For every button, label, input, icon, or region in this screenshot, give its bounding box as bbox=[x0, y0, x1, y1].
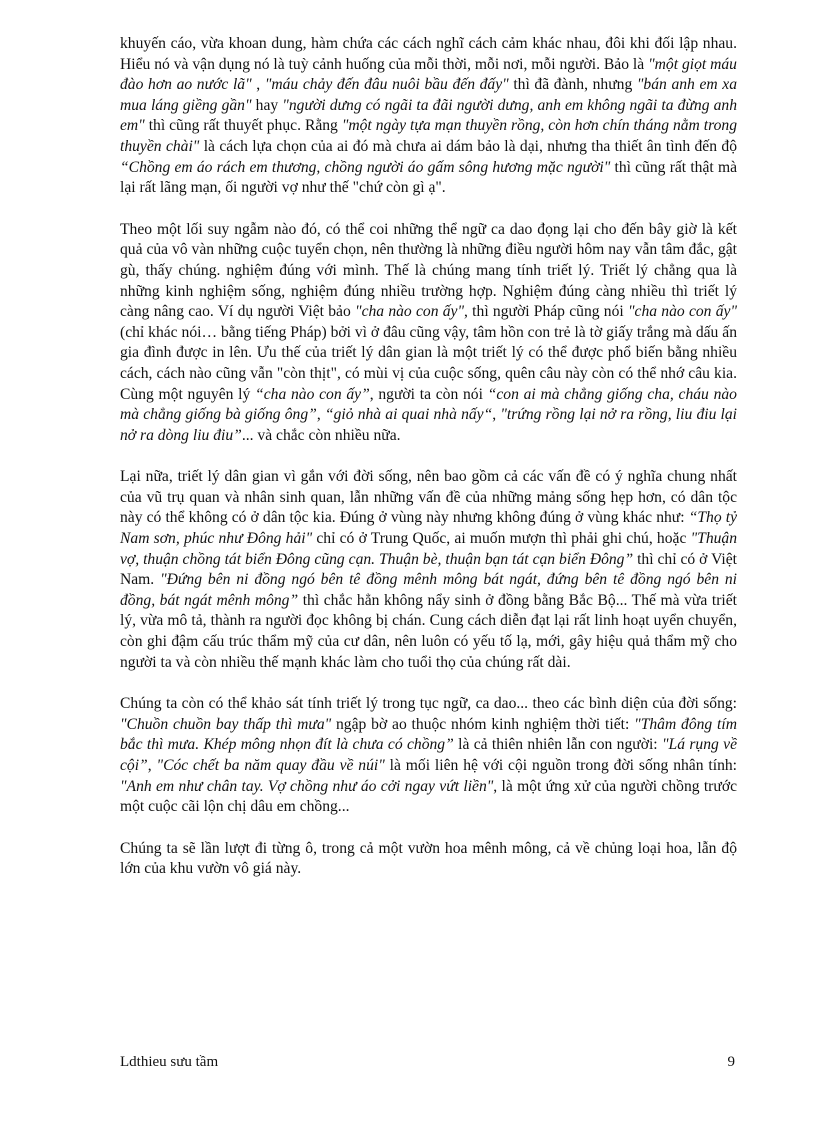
page-number: 9 bbox=[727, 1054, 735, 1070]
quoted-proverb: “Chồng em áo rách em thương, chồng người áo gấm sông hương mặc người" bbox=[120, 158, 611, 176]
quoted-proverb: “giỏ nhà ai quai nhà nấy“ bbox=[324, 406, 493, 424]
text-run: , bbox=[316, 406, 325, 424]
paragraph bbox=[120, 694, 737, 818]
quoted-proverb: "người dưng có ngãi ta đãi người dưng, anh em không ngãi ta đừng anh em" bbox=[120, 96, 738, 135]
quoted-proverb: "Cóc chết ba năm quay đầu về núi" bbox=[156, 757, 385, 774]
paragraph bbox=[120, 220, 737, 447]
quoted-proverb: “Thọ tỷ Nam sơn, phúc như Đông hải" bbox=[120, 509, 738, 548]
quoted-proverb: “cha nào con ấy” bbox=[255, 385, 370, 403]
quoted-proverb: "cha nào con ấy" bbox=[627, 303, 737, 321]
document-body bbox=[120, 34, 737, 901]
text-run: , bbox=[147, 757, 157, 774]
text-run: (chỉ khác nói… bằng tiếng Pháp) bởi vì ở đâu cũng vậy, tâm hồn con trẻ là tờ giấy trắng mà dấu ấn gia đình được in lên. Ưu thế của triết lý dân gian là một triết lý có thể được phổ biến bằng nhiều cách, cách nào cũng vẫn "còn thịt", có mùi vị của cuộc sống, quên câu này còn có thể nhớ câu kia. Cùng một nguyên lý bbox=[120, 323, 737, 403]
text-run: hay bbox=[251, 96, 283, 114]
quoted-proverb: "máu chảy đến đâu nuôi bầu đến đấy" bbox=[264, 76, 509, 94]
text-run: Lại nữa, triết lý dân gian vì gắn với đời sống, nên bao gồm cả các vấn đề có ý nghĩa chung nhất của vũ trụ quan và nhân sinh quan, lẫn những vấn đề của những mảng sống hẹp hơn, có dân tộc này có thể không có ở dân tộc kia. Đúng ở vùng này nhưng không đúng ở vùng khác như: bbox=[120, 468, 737, 527]
text-run: thì chỉ có ở Việt Nam. bbox=[120, 550, 737, 589]
text-run: Chúng ta sẽ lần lượt đi từng ô, trong cả một vườn hoa mênh mông, cả về chủng loại hoa, lẫn độ lớn của khu vườn vô giá này. bbox=[120, 839, 737, 878]
text-run: là cả thiên nhiên lẫn con người: bbox=[453, 736, 662, 754]
text-run: thì chắc hẳn không nẩy sinh ở đồng bằng Bắc Bộ... Thế mà vừa triết lý, vừa mô tả, thành ra người đọc không bị chán. Cung cách diễn đạt lại rất linh hoạt uyển chuyển, còn ghi đậm cấu trúc thẩm mỹ của cư dân, nên luôn có yếu tố lạ, mới, gây hiệu quả thẩm mỹ cho người ta và còn nhiều thế mạnh khác làm cho tuổi thọ của chúng rất dài. bbox=[120, 591, 737, 671]
quoted-proverb: "Lá rụng về cội” bbox=[120, 736, 737, 774]
text-run: ... và chắc còn nhiều nữa. bbox=[241, 426, 401, 444]
text-run: chỉ có ở Trung Quốc, ai muốn mượn thì phải ghi chú, hoặc bbox=[312, 530, 691, 548]
paragraph bbox=[120, 467, 737, 673]
quoted-proverb: "Chuồn chuồn bay thấp thì mưa" bbox=[120, 715, 332, 733]
text-run: là cách lựa chọn của ai đó mà chưa ai dám bảo là dại, nhưng tha thiết ân tình đến độ bbox=[199, 137, 737, 155]
quoted-proverb: "một ngày tựa mạn thuyền rồng, còn hơn chín tháng nằm trong thuyền chài" bbox=[120, 117, 737, 155]
footer-source: Ldthieu sưu tầm bbox=[120, 1054, 219, 1070]
quoted-proverb: "một giọt máu đào hơn ao nước lã" bbox=[120, 55, 737, 94]
text-run: , bbox=[251, 76, 265, 94]
quoted-proverb: "bán anh em xa mua láng giềng gần" bbox=[120, 76, 737, 114]
text-run: thì đã đành, nhưng bbox=[508, 76, 637, 94]
text-run: , người ta còn nói bbox=[369, 385, 488, 403]
text-run: Theo một lối suy ngẫm nào đó, có thể coi những thể ngữ ca dao đọng lại cho đến bây giờ là kết quả của vô vàn những cuộc tuyển chọn, nên thường là những điều người hôm nay vẫn tâm đắc, gật gù, thấy chúng. nghiệm đúng với mình. Thế là chúng mang tính triết lý. Triết lý chẳng qua là những kinh nghiệm sống, nghiệm đúng nhiều trường hợp. Nghiệm đúng càng nhiều thì triết lý càng nâng cao. Ví dụ người Việt bảo bbox=[120, 220, 737, 321]
quoted-proverb: "Anh em như chân tay. Vợ chồng như áo cởi ngay vứt liền" bbox=[120, 777, 494, 795]
quoted-proverb: "cha nào con ấy" bbox=[355, 303, 465, 321]
text-run: , bbox=[492, 406, 501, 424]
quoted-proverb: "Thâm đông tím bắc thì mưa. Khép mông nhọn đít là chưa có chồng” bbox=[120, 715, 737, 754]
paragraph bbox=[120, 839, 737, 880]
quoted-proverb: “con ai mà chẳng giống cha, cháu nào mà chẳng giống bà giống ông” bbox=[120, 385, 737, 424]
text-run: là mối liên hệ với cội nguồn trong đời sống nhân tính: bbox=[384, 757, 737, 774]
text-run: ngập bờ ao thuộc nhóm kinh nghiệm thời tiết: bbox=[331, 715, 635, 733]
text-run: thì cũng rất thật mà lại rất lãng mạn, ối người vợ như thế "chứ còn gì ạ". bbox=[120, 158, 737, 197]
quoted-proverb: "Đứng bên ni đồng ngó bên tê đồng mênh mông bát ngát, đứng bên tê đồng ngó bên ni đồng, bát ngát mênh mông” bbox=[120, 571, 738, 609]
text-run: Chúng ta còn có thể khảo sát tính triết lý trong tục ngữ, ca dao... theo các bình diện của đời sống: bbox=[120, 695, 737, 713]
quoted-proverb: "Thuận vợ, thuận chồng tát biển Đông cũng cạn. Thuận bè, thuận bạn tát cạn biển Đông” bbox=[120, 530, 738, 568]
quoted-proverb: "trứng rồng lại nở ra rồng, liu điu lại nở ra dòng liu điu” bbox=[120, 406, 738, 444]
paragraph bbox=[120, 34, 737, 199]
text-run: thì cũng rất thuyết phục. Rằng bbox=[144, 117, 342, 135]
text-run: khuyến cáo, vừa khoan dung, hàm chứa các cách nghĩ cách cảm khác nhau, đôi khi đối lập nhau. Hiểu nó và vận dụng nó là tuỳ cảnh huống của mỗi thời, mỗi nơi, mỗi người. Bảo là bbox=[120, 35, 737, 73]
text-run: , là một ứng xử của người chồng trước một cuộc cãi lộn chị dâu em chồng... bbox=[120, 777, 737, 816]
text-run: , thì người Pháp cũng nói bbox=[464, 303, 628, 321]
